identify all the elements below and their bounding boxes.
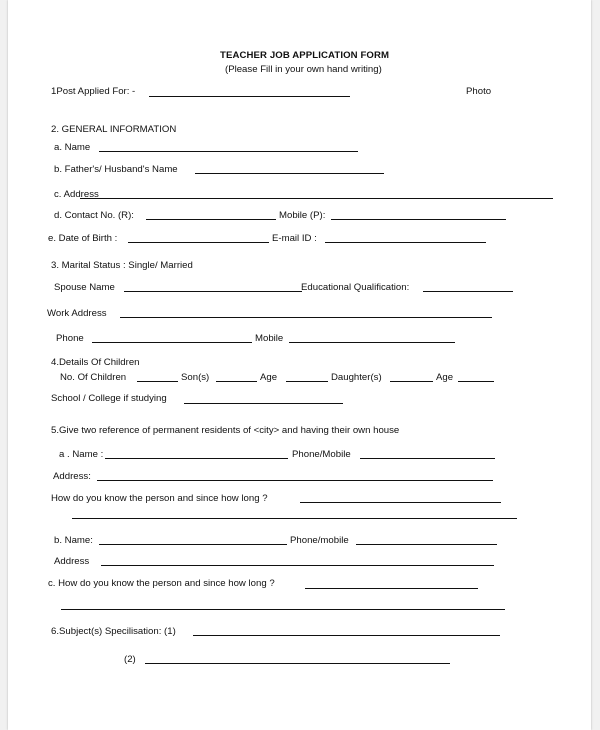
ref-b-address-label: Address bbox=[54, 556, 90, 567]
ref-a-name-label: a . Name : bbox=[59, 449, 104, 460]
post-applied-field[interactable] bbox=[149, 96, 350, 97]
subject-specialisation-label: 6.Subject(s) Specilisation: (1) bbox=[51, 626, 176, 637]
email-label: E-mail ID : bbox=[272, 233, 317, 244]
contact-no-field[interactable] bbox=[146, 219, 276, 220]
email-field[interactable] bbox=[325, 242, 486, 243]
marital-status-heading: 3. Marital Status : Single/ Married bbox=[51, 260, 193, 271]
mobile-label: Mobile bbox=[255, 333, 284, 344]
form-subtitle: (Please Fill in your own hand writing) bbox=[225, 64, 382, 75]
ref-c-how-field-line-2[interactable] bbox=[61, 609, 505, 610]
photo-label: Photo bbox=[466, 86, 492, 97]
ref-b-phone-label: Phone/mobile bbox=[290, 535, 349, 546]
ref-a-how-field-line-2[interactable] bbox=[72, 518, 517, 519]
ref-b-name-label: b. Name: bbox=[54, 535, 93, 546]
age-field-2[interactable] bbox=[458, 381, 494, 382]
address-label: c. Address bbox=[54, 189, 99, 200]
subject-2-field[interactable] bbox=[145, 663, 450, 664]
dob-field[interactable] bbox=[128, 242, 269, 243]
daughters-label: Daughter(s) bbox=[331, 372, 382, 383]
ref-a-how-field[interactable] bbox=[300, 502, 501, 503]
form-title: TEACHER JOB APPLICATION FORM bbox=[220, 50, 390, 61]
sons-label: Son(s) bbox=[181, 372, 210, 383]
school-college-label: School / College if studying bbox=[51, 393, 167, 404]
references-heading: 5.Give two reference of permanent residents of <city> and having their own house bbox=[51, 425, 400, 436]
ref-c-how-label: c. How do you know the person and since how long ? bbox=[48, 578, 275, 589]
ref-a-name-field[interactable] bbox=[105, 458, 288, 459]
mobile-p-field[interactable] bbox=[331, 219, 506, 220]
father-husband-name-label: b. Father's/ Husband's Name bbox=[54, 164, 178, 175]
edu-qualification-field[interactable] bbox=[423, 291, 513, 292]
ref-a-phone-label: Phone/Mobile bbox=[292, 449, 351, 460]
dob-label: e. Date of Birth : bbox=[48, 233, 118, 244]
phone-label: Phone bbox=[56, 333, 84, 344]
age-label-1: Age bbox=[260, 372, 278, 383]
no-of-children-label: No. Of Children bbox=[60, 372, 127, 383]
school-college-field[interactable] bbox=[184, 403, 343, 404]
spouse-name-field[interactable] bbox=[124, 291, 302, 292]
father-husband-name-field[interactable] bbox=[195, 173, 384, 174]
ref-a-how-label: How do you know the person and since how long ? bbox=[51, 493, 268, 504]
ref-c-how-field[interactable] bbox=[305, 588, 478, 589]
edu-qualification-label: Educational Qualification: bbox=[301, 282, 410, 293]
children-heading: 4.Details Of Children bbox=[51, 357, 140, 368]
ref-b-phone-field[interactable] bbox=[356, 544, 497, 545]
work-address-field[interactable] bbox=[120, 317, 492, 318]
age-label-2: Age bbox=[436, 372, 454, 383]
phone-field[interactable] bbox=[92, 342, 252, 343]
form-page bbox=[8, 0, 591, 730]
subject-1-field[interactable] bbox=[193, 635, 500, 636]
daughters-field[interactable] bbox=[390, 381, 433, 382]
work-address-label: Work Address bbox=[47, 308, 107, 319]
ref-b-name-field[interactable] bbox=[99, 544, 287, 545]
ref-a-phone-field[interactable] bbox=[360, 458, 495, 459]
name-label: a. Name bbox=[54, 142, 91, 153]
mobile-p-label: Mobile (P): bbox=[279, 210, 326, 221]
ref-a-address-label: Address: bbox=[53, 471, 91, 482]
no-of-children-field[interactable] bbox=[137, 381, 178, 382]
mobile-field[interactable] bbox=[289, 342, 455, 343]
post-applied-label: 1Post Applied For: - bbox=[51, 86, 136, 97]
address-field[interactable] bbox=[80, 198, 553, 199]
general-info-heading: 2. GENERAL INFORMATION bbox=[51, 124, 177, 135]
subject-2-label: (2) bbox=[124, 654, 136, 665]
age-field-1[interactable] bbox=[286, 381, 328, 382]
contact-no-label: d. Contact No. (R): bbox=[54, 210, 134, 221]
spouse-name-label: Spouse Name bbox=[54, 282, 115, 293]
sons-field[interactable] bbox=[216, 381, 257, 382]
ref-a-address-field[interactable] bbox=[97, 480, 493, 481]
ref-b-address-field[interactable] bbox=[101, 565, 494, 566]
name-field[interactable] bbox=[99, 151, 358, 152]
